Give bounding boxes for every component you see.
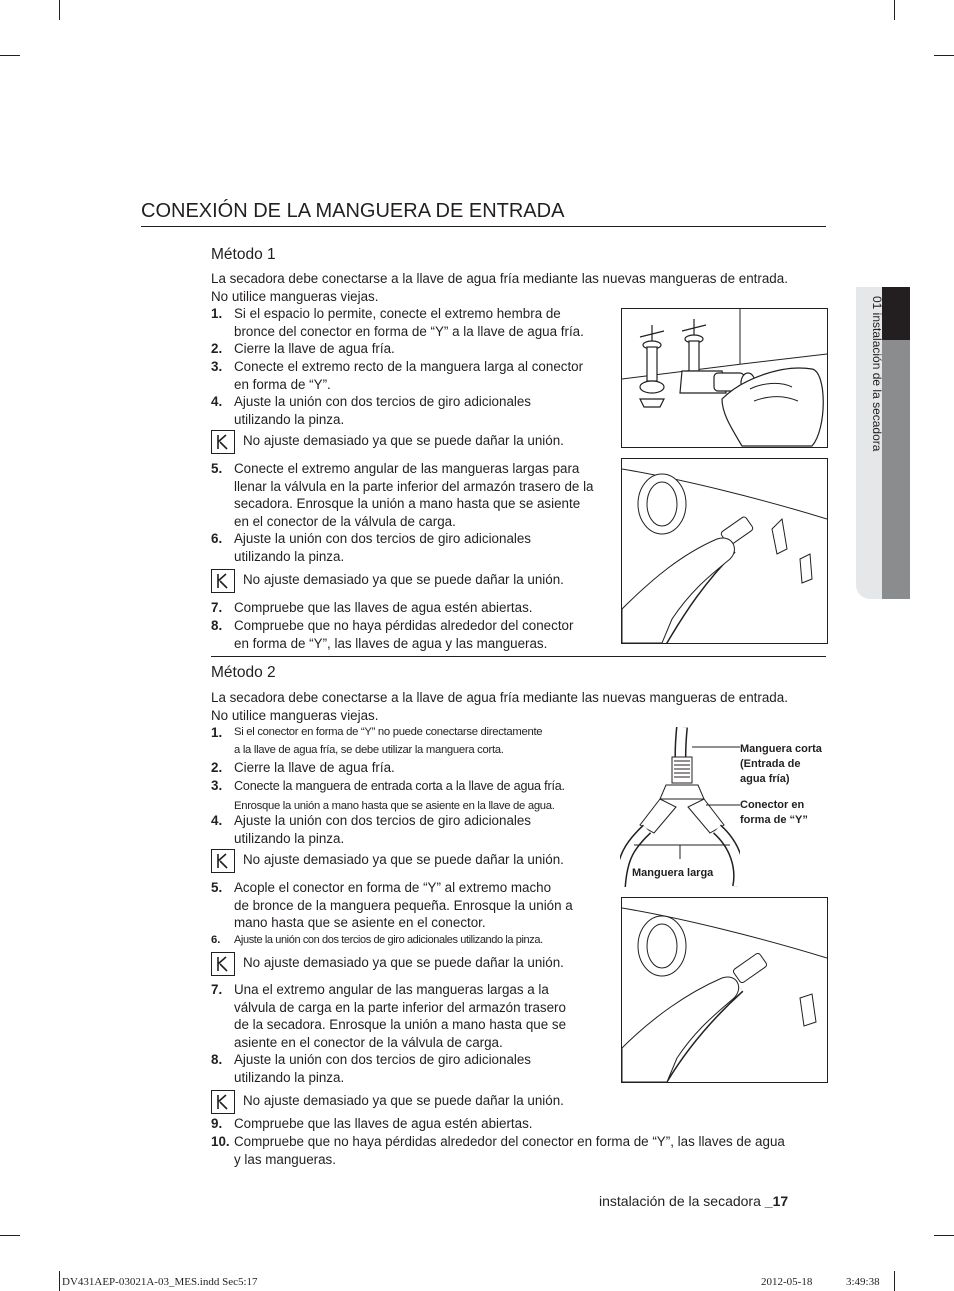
note-pencil-icon	[211, 569, 235, 593]
step-number: 4.	[211, 394, 223, 409]
crop-mark	[894, 0, 895, 20]
note-pencil-icon	[211, 430, 235, 454]
step-text: Si el conector en forma de “Y” no puede conectarse directamente a la llave de agua fría, se debe utilizar la manguera corta.	[234, 726, 543, 756]
crop-mark	[934, 1235, 954, 1236]
step-number: 7.	[211, 600, 223, 615]
step-text: Compruebe que no haya pérdidas alrededor del conector en forma de “Y”, las llaves de agua y las mangueras.	[234, 618, 574, 651]
note-text: No ajuste demasiado ya que se puede dañar la unión.	[243, 433, 564, 448]
label-short-hose: Manguera corta (Entrada de agua fría)	[740, 743, 822, 785]
step-text: Cierre la llave de agua fría.	[234, 341, 395, 356]
page-title: CONEXIÓN DE LA MANGUERA DE ENTRADA	[141, 200, 565, 222]
method2-intro-line: No utilice mangueras viejas.	[211, 707, 379, 723]
method2-intro-line: La secadora debe conectarse a la llave de agua fría mediante las nuevas mangueras de entrada.	[211, 690, 788, 705]
note-text: No ajuste demasiado ya que se puede dañar la unión.	[243, 955, 564, 970]
crop-mark	[0, 1235, 20, 1236]
step-number: 4.	[211, 813, 223, 828]
method2-heading: Método 2	[211, 664, 276, 681]
step-text: Ajuste la unión con dos tercios de giro adicionales utilizando la pinza.	[234, 531, 532, 564]
step-text: Conecte el extremo recto de la manguera larga al conector en forma de “Y”.	[234, 359, 584, 392]
step-text: Acople el conector en forma de “Y” al extremo macho de bronce de la manguera pequeña. Enrosque la unión a mano hasta que se asiente en el conector.	[234, 880, 573, 930]
crop-mark	[0, 55, 20, 56]
step-number: 8.	[211, 618, 223, 633]
method1-intro-line: La secadora debe conectarse a la llave de agua fría mediante las nuevas mangueras de entrada.	[211, 271, 788, 286]
step-text: Compruebe que las llaves de agua estén abiertas.	[234, 600, 533, 615]
step-number: 1.	[211, 725, 223, 740]
method1-intro	[211, 270, 827, 305]
step-text: Compruebe que las llaves de agua estén abiertas.	[234, 1116, 533, 1131]
crop-mark	[59, 1271, 60, 1291]
print-slug-time: 3:49:38	[846, 1276, 880, 1288]
step-number: 6.	[211, 934, 221, 946]
step-number: 2.	[211, 341, 223, 356]
page-number: _17	[764, 1193, 789, 1209]
note-pencil-icon	[211, 952, 235, 976]
figure-y-connector	[620, 727, 740, 887]
note-pencil-icon	[211, 1090, 235, 1114]
step-number: 7.	[211, 982, 223, 997]
method1-intro-line: No utilice mangueras viejas.	[211, 288, 379, 304]
figure-valve-connection	[621, 897, 828, 1083]
note-pencil-icon	[211, 849, 235, 873]
label-long-hose: Manguera larga	[632, 867, 714, 879]
note-text: No ajuste demasiado ya que se puede dañar la unión.	[243, 572, 564, 587]
step-number: 10.	[211, 1134, 230, 1149]
crop-mark	[59, 0, 60, 20]
step-number: 3.	[211, 359, 223, 374]
step-number: 5.	[211, 880, 223, 895]
step-text: Ajuste la unión con dos tercios de giro adicionales utilizando la pinza.	[234, 813, 532, 846]
step-text: Una el extremo angular de las mangueras largas a la válvula de carga en la parte inferior del armazón trasero de la secadora. Enrosque la unión a mano hasta que se asiente en el conector de la válvula de carga.	[234, 982, 567, 1050]
step-text: Conecte la manguera de entrada corta a la llave de agua fría. Enrosque la unión a mano hasta que se asiente en la llave de agua.	[234, 779, 565, 812]
step-number: 2.	[211, 760, 223, 775]
step-text: Cierre la llave de agua fría.	[234, 760, 395, 775]
crop-mark	[894, 1271, 895, 1291]
side-tab-bar	[882, 340, 910, 599]
figure-valve-connection	[621, 458, 828, 644]
step-text: Ajuste la unión con dos tercios de giro adicionales utilizando la pinza.	[234, 1052, 532, 1085]
step-text: Compruebe que no haya pérdidas alrededor del conector en forma de “Y”, las llaves de agua y las mangueras.	[234, 1134, 785, 1167]
note-text: No ajuste demasiado ya que se puede dañar la unión.	[243, 852, 564, 867]
step-number: 5.	[211, 461, 223, 476]
step-text: Conecte el extremo angular de las mangueras largas para llenar la válvula en la parte inferior del armazón trasero de la secadora. Enrosque la unión a mano hasta que se asiente en el conector de la válvula de carga.	[234, 461, 594, 529]
print-slug-file: DV431AEP-03021A-03_MES.indd Sec5:17	[62, 1276, 258, 1288]
step-text: Ajuste la unión con dos tercios de giro adicionales utilizando la pinza.	[234, 394, 532, 427]
footer-page-label	[599, 1193, 788, 1209]
figure-faucet-connection	[621, 308, 828, 448]
footer-section: instalación de la secadora	[599, 1193, 761, 1209]
print-slug-date: 2012-05-18	[761, 1276, 813, 1288]
step-number: 1.	[211, 306, 223, 321]
step-number: 9.	[211, 1116, 223, 1131]
side-tab-label: 01 instalación de la secadora	[870, 296, 884, 452]
method1-heading: Método 1	[211, 246, 276, 263]
step-number: 8.	[211, 1052, 223, 1067]
label-y-connector: Conector en forma de “Y”	[740, 799, 808, 826]
note-text: No ajuste demasiado ya que se puede dañar la unión.	[243, 1093, 564, 1108]
crop-mark	[934, 55, 954, 56]
method2-intro	[211, 689, 827, 724]
section-separator	[211, 656, 826, 657]
side-tab-marker	[882, 287, 910, 340]
title-rule	[141, 226, 826, 227]
step-text: Ajuste la unión con dos tercios de giro adicionales utilizando la pinza.	[234, 934, 543, 946]
step-number: 3.	[211, 778, 223, 793]
step-text: Si el espacio lo permite, conecte el extremo hembra de bronce del conector en forma de “Y” a la llave de agua fría.	[234, 306, 584, 339]
step-number: 6.	[211, 531, 223, 546]
